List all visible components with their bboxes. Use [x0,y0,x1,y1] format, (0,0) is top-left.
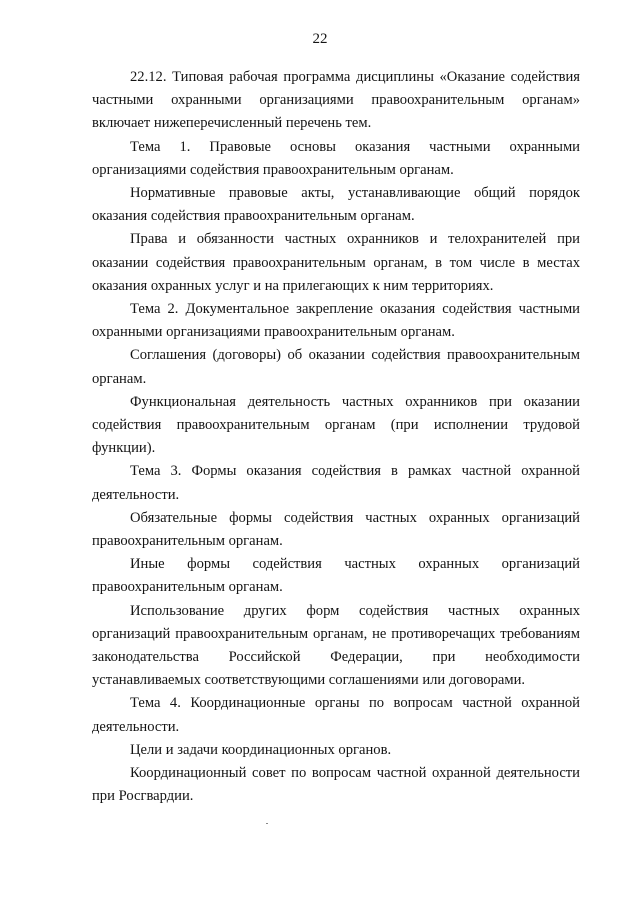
paragraph-topic-2-heading: Тема 2. Документальное закрепление оказания содействия частными охранными организациями правоохранительным органам. [92,301,580,341]
paragraph-topic-1-item-1: Нормативные правовые акты, устанавливающие общий порядок оказания содействия правоохранительным органам. [92,185,580,225]
document-body [92,66,580,809]
paragraph-topic-3-heading: Тема 3. Формы оказания содействия в рамках частной охранной деятельности. [92,463,580,503]
paragraph-topic-4-item-1: Цели и задачи координационных органов. [130,741,392,758]
paragraph-topic-2-item-2: Функциональная деятельность частных охранников при оказании содействия правоохранительным органам (при исполнении трудовой функции). [92,393,580,457]
paragraph-section-22-12: 22.12. Типовая рабочая программа дисциплины «Оказание содействия частными охранными организациями правоохранительным органам» включает нижеперечисленный перечень тем. [92,69,580,132]
paragraph-topic-4-heading: Тема 4. Координационные органы по вопросам частной охранной деятельности. [92,695,580,735]
paragraph-topic-2-item-1: Соглашения (договоры) об оказании содействия правоохранительным органам. [92,347,580,387]
paragraph-topic-4-item-2: Координационный совет по вопросам частной охранной деятельности при Росгвардии. [92,765,580,805]
paragraph-topic-1-heading: Тема 1. Правовые основы оказания частными охранными организациями содействия правоохранительным органам. [92,138,580,178]
page-number: 22 [312,31,328,47]
paragraph-topic-3-item-2: Иные формы содействия частных охранных организаций правоохранительным органам. [92,556,580,596]
paragraph-topic-3-item-1: Обязательные формы содействия частных охранных организаций правоохранительным органам. [92,509,580,550]
paragraph-topic-3-item-3: Использование других форм содействия частных охранных организаций правоохранительным органам, не противоречащих требованиям законодательства Российской Федерации, при необходимости устанавливаемых соответствующими соглашениями или договорами. [92,602,580,689]
scan-speck [266,823,268,824]
paragraph-topic-1-item-2: Права и обязанности частных охранников и телохранителей при оказании содействия правоохранительным органам, в том числе в местах оказания охранных услуг и на прилегающих к ним территориях. [92,231,580,294]
